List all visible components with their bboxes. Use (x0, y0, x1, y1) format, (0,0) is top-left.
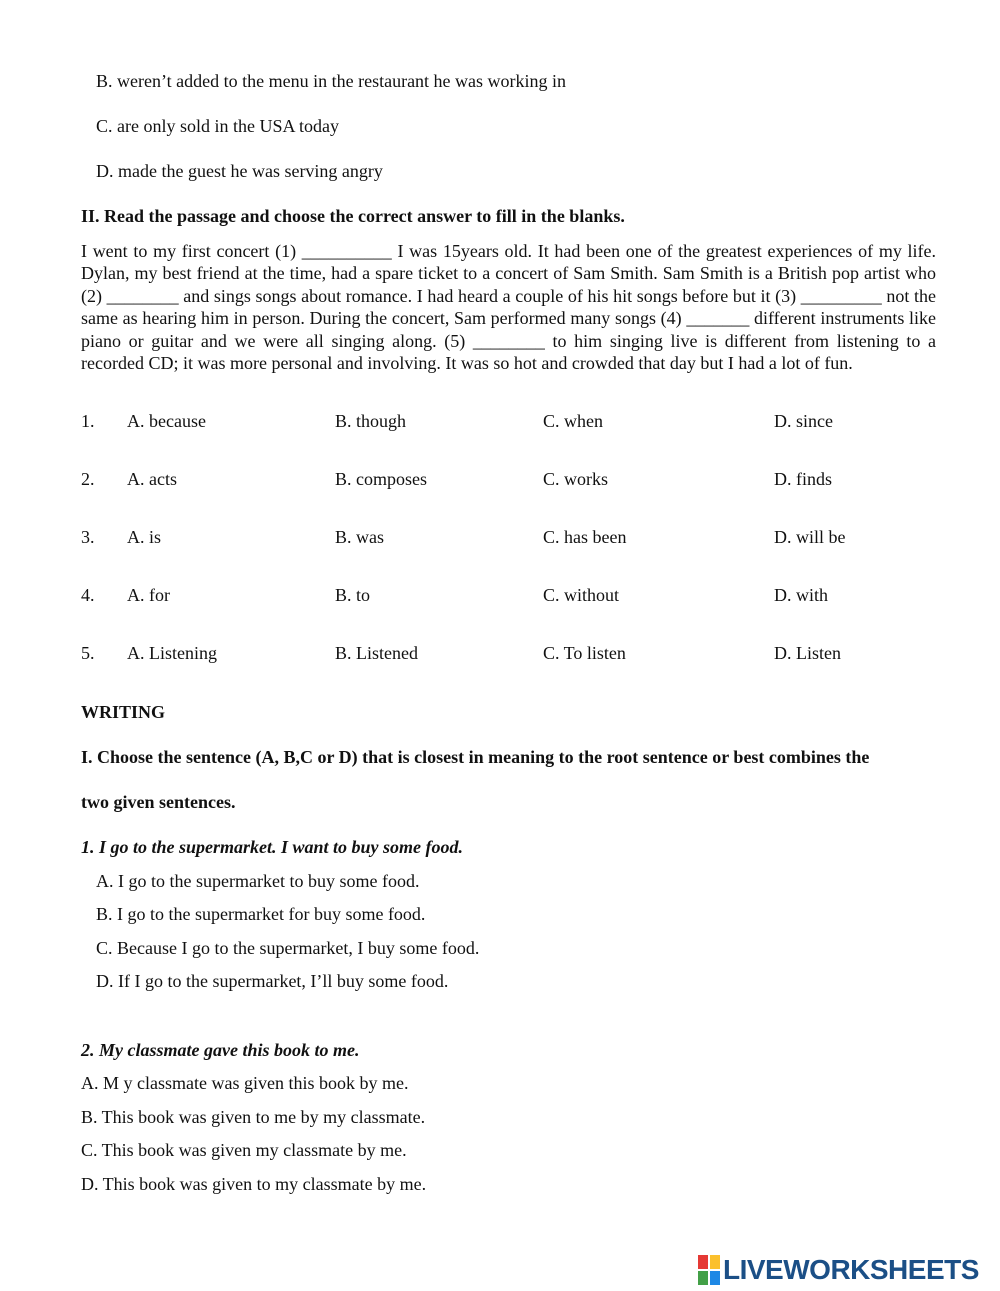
answer-option-a[interactable]: A. Listening (127, 643, 217, 663)
answer-option-a[interactable]: A. because (127, 411, 206, 431)
question-number: 3. (81, 527, 95, 547)
answer-option-c[interactable]: C. To listen (543, 643, 626, 663)
question-number: 5. (81, 643, 95, 663)
writing-q2-option-a[interactable]: A. M y classmate was given this book by me. (81, 1073, 409, 1093)
answer-option-a[interactable]: A. for (127, 585, 170, 605)
prev-option-d: D. made the guest he was serving angry (96, 161, 383, 181)
answer-option-a[interactable]: A. is (127, 527, 162, 547)
question-number: 4. (81, 585, 95, 605)
reading-passage: I went to my first concert (1) __________ I was 15years old. It had been one of the greatest experiences of my life. Dylan, my best friend at the time, had a spare ticket to a concert of Sam Smith. Sam Smith is a British pop artist who (2) ________ and sings songs about romance. I had heard a couple of his hit songs before but it (3) _________ not the same as hearing him in person. During the concert, Sam performed many songs (4) _______ different instruments like piano or guitar and we were all singing along. (5) ________ to him singing live is different from listening to a recorded CD; it was more personal and involving. It was so hot and crowded that day but I had a lot of fun. (81, 241, 936, 374)
question-number: 2. (81, 469, 95, 489)
writing-instruction-line1: I. Choose the sentence (A, B,C or D) that is closest in meaning to the root sentence or best combines the (81, 747, 870, 767)
writing-q1-option-b[interactable]: B. I go to the supermarket for buy some food. (96, 904, 426, 924)
answer-option-b[interactable]: B. composes (335, 469, 427, 489)
writing-q2-prompt: 2. My classmate gave this book to me. (81, 1040, 360, 1060)
writing-q1-prompt: 1. I go to the supermarket. I want to buy some food. (81, 837, 464, 857)
writing-q1-option-d[interactable]: D. If I go to the supermarket, I’ll buy some food. (96, 971, 449, 991)
answer-option-c[interactable]: C. when (543, 411, 603, 431)
liveworksheets-logo-icon (698, 1255, 720, 1285)
writing-q2-option-d[interactable]: D. This book was given to my classmate by me. (81, 1174, 427, 1194)
answer-option-b[interactable]: B. to (335, 585, 371, 605)
liveworksheets-logo (698, 1253, 979, 1287)
answer-option-c[interactable]: C. without (543, 585, 620, 605)
answer-option-c[interactable]: C. has been (543, 527, 627, 547)
writing-q1-option-a[interactable]: A. I go to the supermarket to buy some food. (96, 871, 420, 891)
writing-q2-option-b[interactable]: B. This book was given to me by my classmate. (81, 1107, 426, 1127)
answer-option-d[interactable]: D. since (774, 411, 833, 431)
question-row-3 (0, 526, 1000, 550)
answer-option-c[interactable]: C. works (543, 469, 609, 489)
liveworksheets-logo-text: LIVEWORKSHEETS (723, 1254, 979, 1285)
question-row-4 (0, 584, 1000, 608)
section2-heading: II. Read the passage and choose the correct answer to fill in the blanks. (81, 206, 625, 226)
answer-option-b[interactable]: B. though (335, 411, 407, 431)
answer-option-d[interactable]: D. finds (774, 469, 832, 489)
answer-option-d[interactable]: D. Listen (774, 643, 841, 663)
question-row-5 (0, 642, 1000, 666)
answer-option-d[interactable]: D. with (774, 585, 828, 605)
question-row-1 (0, 410, 1000, 434)
prev-option-b: B. weren’t added to the menu in the restaurant he was working in (96, 71, 567, 91)
writing-title: WRITING (81, 702, 166, 722)
question-row-2 (0, 468, 1000, 492)
answer-option-d[interactable]: D. will be (774, 527, 846, 547)
answer-option-a[interactable]: A. acts (127, 469, 177, 489)
answer-option-b[interactable]: B. Listened (335, 643, 418, 663)
writing-q2-option-c[interactable]: C. This book was given my classmate by me. (81, 1140, 407, 1160)
answer-option-b[interactable]: B. was (335, 527, 384, 547)
writing-q1-option-c[interactable]: C. Because I go to the supermarket, I buy some food. (96, 938, 480, 958)
question-number: 1. (81, 411, 95, 431)
writing-instruction-line2: two given sentences. (81, 792, 236, 812)
prev-option-c: C. are only sold in the USA today (96, 116, 339, 136)
